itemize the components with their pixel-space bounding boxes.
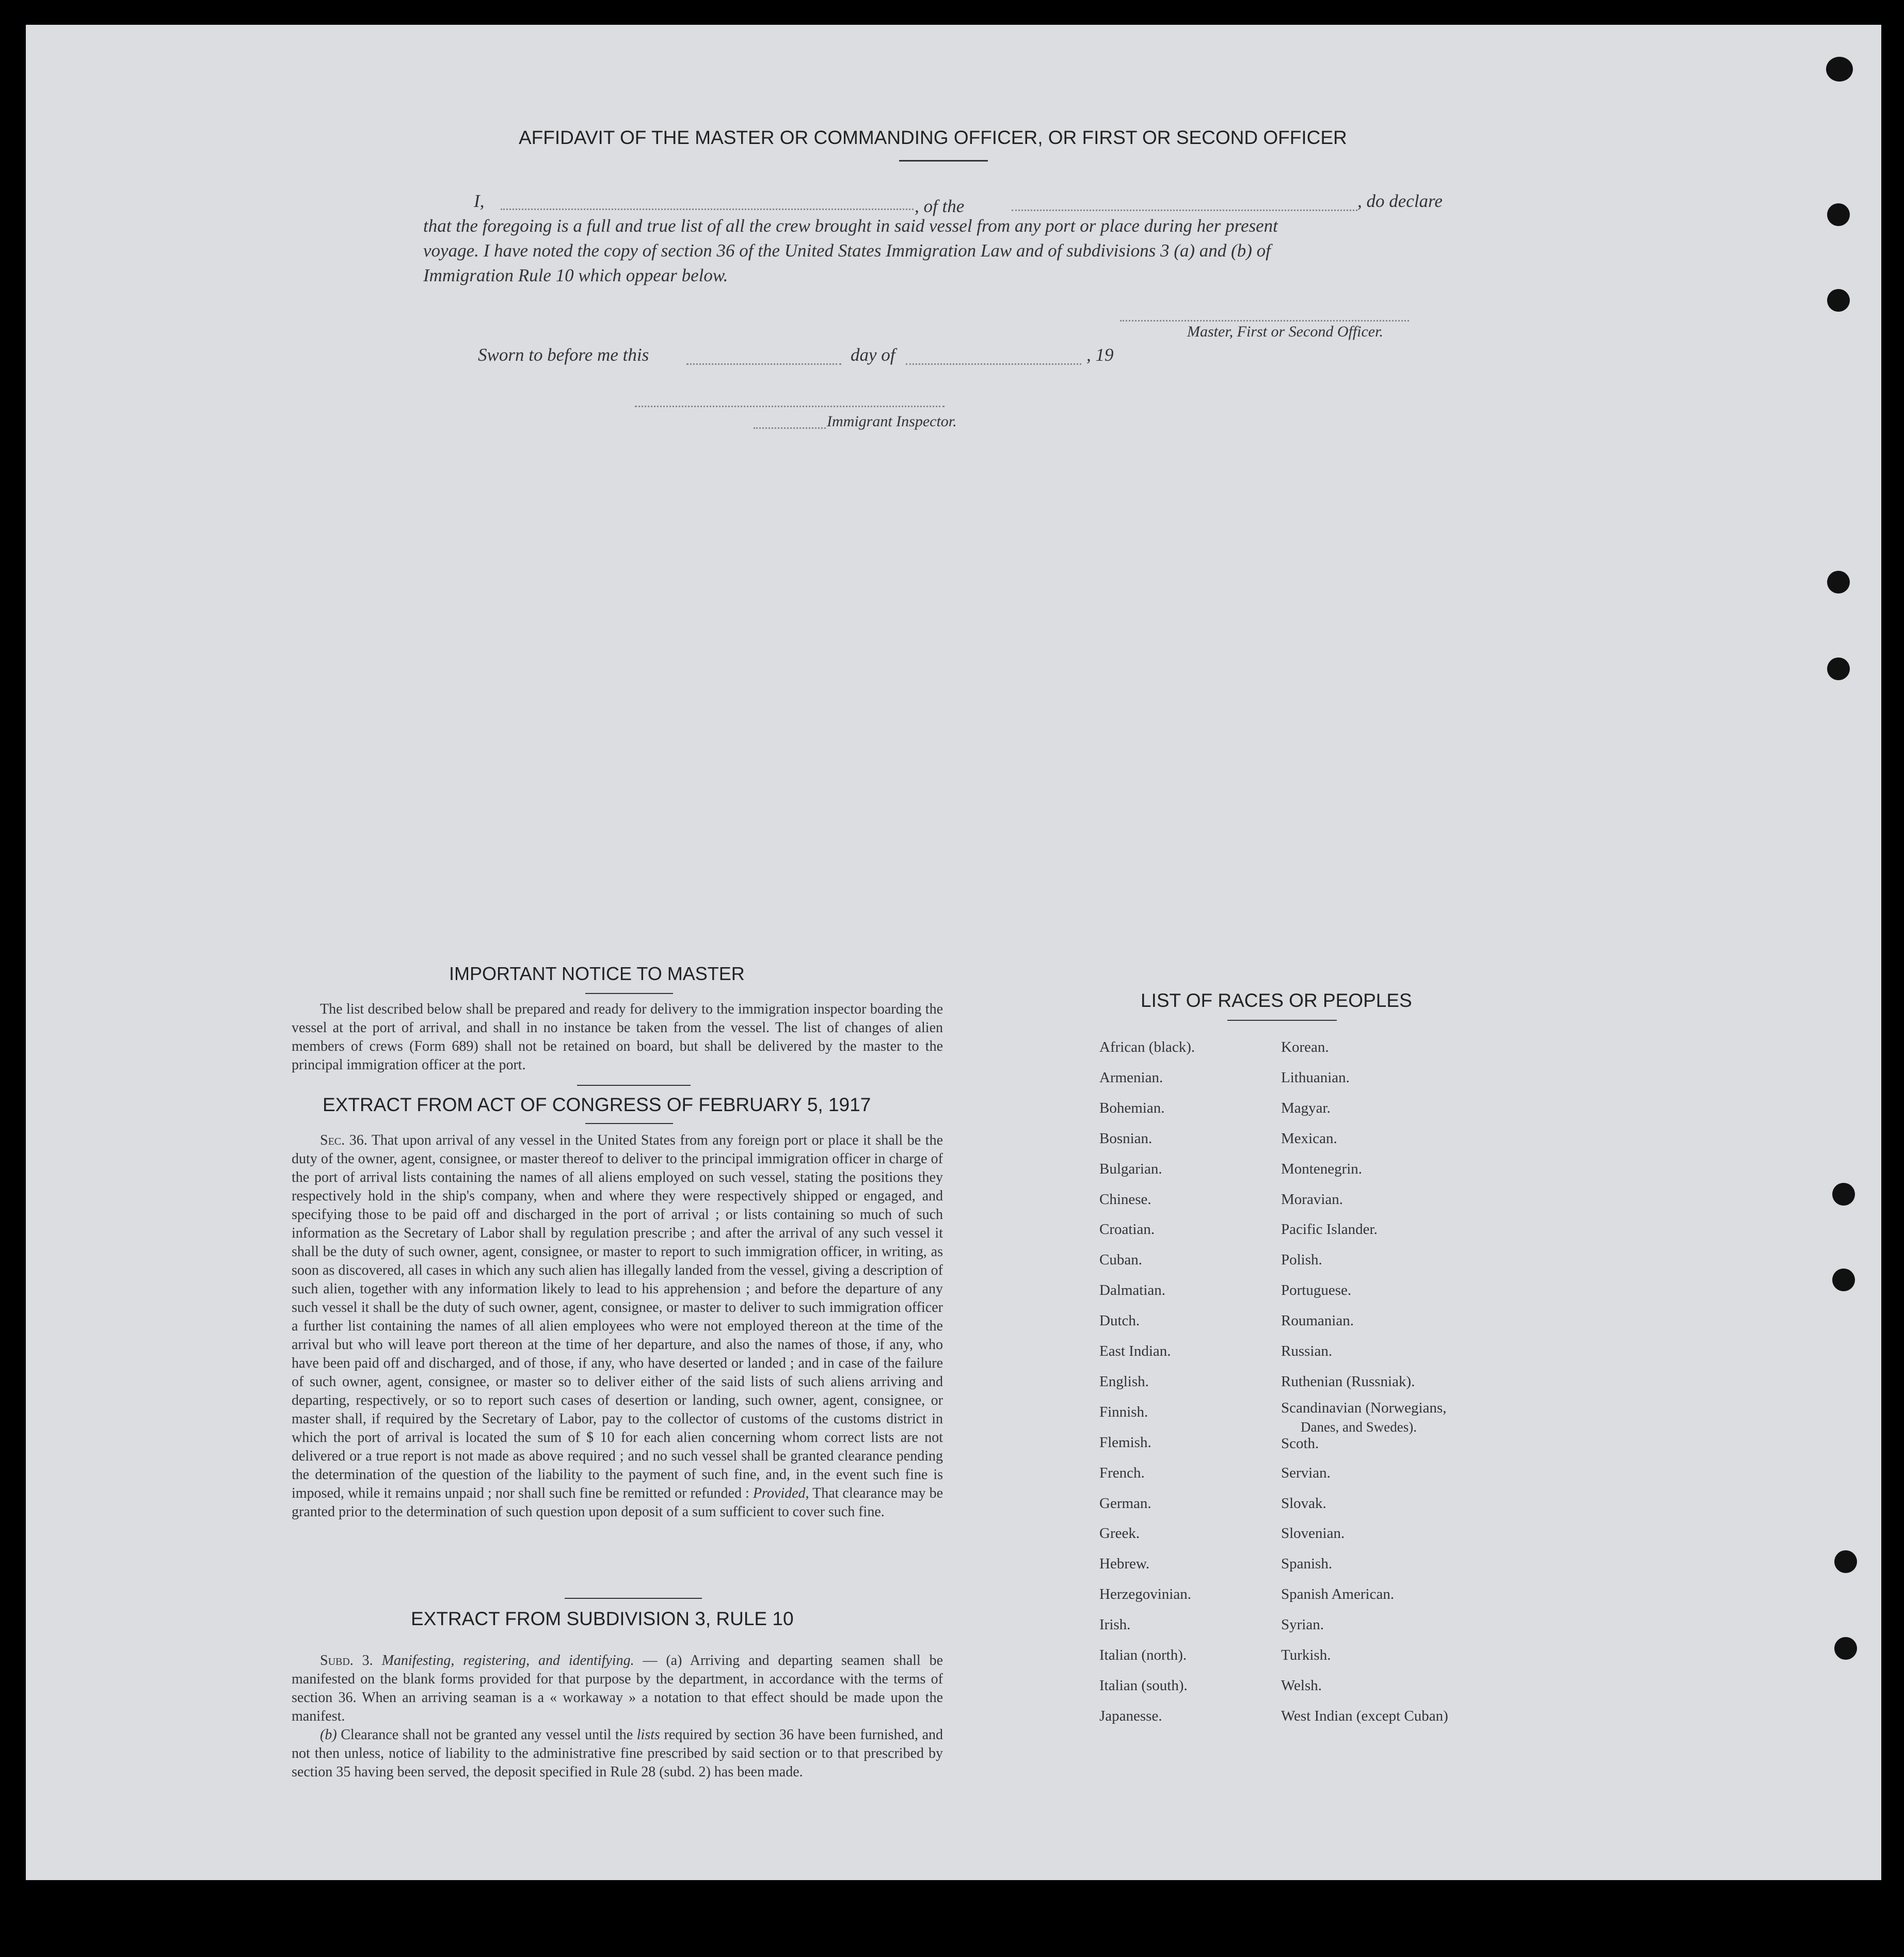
master-signature-label: Master, First or Second Officer. xyxy=(1187,323,1383,340)
rule10-text xyxy=(292,1651,943,1782)
name-blank[interactable] xyxy=(501,208,914,210)
race-item: Greek. xyxy=(1099,1525,1140,1542)
race-item: Dutch. xyxy=(1099,1312,1140,1329)
race-item: Polish. xyxy=(1281,1252,1322,1269)
race-item-continuation: Danes, and Swedes). xyxy=(1301,1419,1417,1435)
punch-hole xyxy=(1826,57,1853,82)
vessel-blank[interactable] xyxy=(1012,210,1357,211)
section-body-end: That clearance may be granted prior to the determination of such question upon deposit of a sum sufficient to cover such fine. xyxy=(292,1485,943,1520)
notice-rule xyxy=(585,993,673,994)
inspector-label: Immigrant Inspector. xyxy=(827,413,957,430)
race-item: Finnish. xyxy=(1099,1403,1148,1420)
race-item: Bosnian. xyxy=(1099,1130,1153,1147)
provided-term: Provided, xyxy=(753,1485,809,1501)
race-item: Herzegovinian. xyxy=(1099,1586,1191,1603)
section-rule xyxy=(577,1085,691,1086)
master-signature-blank[interactable] xyxy=(1120,320,1409,322)
subd-a-label: — (a) xyxy=(643,1653,682,1669)
subd-b-label: (b) xyxy=(320,1727,337,1743)
section-36-paragraph xyxy=(292,1131,943,1521)
race-item: Bulgarian. xyxy=(1099,1160,1162,1177)
race-item: Croatian. xyxy=(1099,1221,1155,1238)
day-of-text: day of xyxy=(851,345,895,365)
race-item: German. xyxy=(1099,1495,1151,1512)
title-rule xyxy=(899,160,988,162)
act-title: EXTRACT FROM ACT OF CONGRESS OF FEBRUARY 5, 1917 xyxy=(323,1094,871,1115)
punch-hole xyxy=(1827,571,1850,593)
inspector-signature-blank[interactable] xyxy=(635,406,945,407)
subd-b-text-end: required by section 36 have been furnished, and not then unless, notice of liability to the administrative fine prescribed by said section or to that prescribed by section 35 having been served, the deposit specified in Rule 28 (subd. 2) has been made. xyxy=(292,1727,943,1780)
race-item: Korean. xyxy=(1281,1039,1329,1055)
sworn-month-blank[interactable] xyxy=(906,363,1081,365)
punch-hole xyxy=(1827,289,1850,312)
affidavit-line-4: Immigration Rule 10 which oppear below. xyxy=(423,265,728,285)
punch-hole xyxy=(1832,1183,1855,1206)
section-rule xyxy=(565,1598,702,1599)
punch-hole xyxy=(1827,657,1850,680)
race-item: Spanish. xyxy=(1281,1555,1333,1573)
inspector-signature-lead xyxy=(754,427,826,429)
punch-hole xyxy=(1834,1550,1857,1573)
punch-hole xyxy=(1834,1637,1857,1660)
race-item: West Indian (except Cuban) xyxy=(1281,1707,1448,1724)
punch-hole xyxy=(1832,1269,1855,1291)
race-item: Pacific Islander. xyxy=(1281,1221,1378,1238)
race-item: Turkish. xyxy=(1281,1647,1331,1663)
subd-label: Subd. 3. xyxy=(320,1653,373,1669)
race-item: Irish. xyxy=(1099,1616,1131,1633)
affidavit-of-the: , of the xyxy=(915,196,965,216)
race-item: Dalmatian. xyxy=(1099,1282,1166,1299)
lists-term: lists xyxy=(636,1727,660,1743)
race-item: Welsh. xyxy=(1281,1677,1322,1694)
race-item: Mexican. xyxy=(1281,1130,1337,1147)
act-text xyxy=(292,1131,943,1521)
affidavit-i: I, xyxy=(474,191,485,211)
sworn-text: Sworn to before me this xyxy=(478,345,649,365)
race-item: Servian. xyxy=(1281,1464,1331,1481)
race-item: Flemish. xyxy=(1099,1434,1151,1451)
race-item: Russian. xyxy=(1281,1343,1333,1359)
races-rule xyxy=(1227,1020,1337,1021)
race-item: Roumanian. xyxy=(1281,1312,1354,1329)
race-item: Chinese. xyxy=(1099,1191,1151,1208)
notice-text xyxy=(292,1000,943,1074)
race-item: Ruthenian (Russniak). xyxy=(1281,1373,1415,1390)
race-item: Magyar. xyxy=(1281,1099,1331,1116)
affidavit-line-2: that the foregoing is a full and true list of all the crew brought in said vessel from any port or place during her present xyxy=(423,216,1278,236)
year-text: , 19 xyxy=(1086,345,1114,365)
affidavit-do-declare: , do declare xyxy=(1357,191,1443,211)
affidavit-title: AFFIDAVIT OF THE MASTER OR COMMANDING OFFICER, OR FIRST OR SECOND OFFICER xyxy=(519,127,1347,148)
race-item: French. xyxy=(1099,1464,1145,1481)
race-item: East Indian. xyxy=(1099,1343,1171,1359)
race-item: Armenian. xyxy=(1099,1069,1163,1086)
act-rule xyxy=(585,1123,673,1124)
subd-title: Manifesting, registering, and identifying. xyxy=(381,1653,634,1669)
subdivision-b-paragraph xyxy=(292,1726,943,1782)
race-item: Spanish American. xyxy=(1281,1586,1395,1603)
notice-title: IMPORTANT NOTICE TO MASTER xyxy=(449,963,745,984)
race-item: Bohemian. xyxy=(1099,1099,1165,1116)
subd-b-text-start: Clearance shall not be granted any vessel until the xyxy=(341,1727,633,1743)
race-item: Italian (south). xyxy=(1099,1677,1188,1694)
race-item: Moravian. xyxy=(1281,1191,1343,1208)
races-title: LIST OF RACES OR PEOPLES xyxy=(1141,990,1412,1011)
race-item: Scandinavian (Norwegians, xyxy=(1281,1399,1447,1416)
race-item: Italian (north). xyxy=(1099,1647,1187,1663)
race-item: Slovenian. xyxy=(1281,1525,1345,1542)
punch-hole xyxy=(1827,203,1850,226)
affidavit-line-3: voyage. I have noted the copy of section 36 of the United States Immigration Law and of subdivisions 3 (a) and (b) of xyxy=(423,240,1271,261)
subdivision-a-paragraph xyxy=(292,1651,943,1726)
form-sheet xyxy=(26,25,1881,1880)
race-item: Lithuanian. xyxy=(1281,1069,1350,1086)
race-item: Portuguese. xyxy=(1281,1282,1352,1299)
race-item: Slovak. xyxy=(1281,1495,1326,1512)
race-item: Montenegrin. xyxy=(1281,1160,1363,1177)
race-item: African (black). xyxy=(1099,1039,1195,1055)
section-label: Sec. 36. xyxy=(320,1132,367,1148)
race-item: English. xyxy=(1099,1373,1149,1390)
rule10-title: EXTRACT FROM SUBDIVISION 3, RULE 10 xyxy=(411,1608,794,1629)
race-item: Japanesse. xyxy=(1099,1707,1162,1724)
sworn-day-blank[interactable] xyxy=(686,363,841,365)
subd-a-text: Arriving and departing seamen shall be manifested on the blank forms provided for that purpose by the department, in accordance with the terms of section 36. When an arriving seaman is a « workaway » a notation to that effect should be made upon the manifest. xyxy=(292,1653,943,1724)
race-item: Scoth. xyxy=(1281,1435,1319,1452)
race-item: Syrian. xyxy=(1281,1616,1324,1633)
notice-paragraph: The list described below shall be prepared and ready for delivery to the immigration inspector boarding the vessel at the port of arrival, and shall in no instance be taken from the vessel. The list of changes of alien members of crews (Form 689) shall not be retained on board, but shall be delivered by the master to the principal immigration officer at the port. xyxy=(292,1001,943,1073)
race-item: Cuban. xyxy=(1099,1252,1142,1269)
section-body: That upon arrival of any vessel in the United States from any foreign port or place it shall be the duty of the owner, agent, consignee, or master thereof to deliver to the principal immigration officer in charge of the port of arrival lists containing the names of all aliens employed on such vessel, stating the positions they respectively hold in the ship's company, when and where they were respectively shipped or engaged, and specifying those to be paid off and discharged in the port of arrival ; or lists containing so much of such information as the Secretary of Labor shall by regulation prescribe ; and after the arrival of any such vessel it shall be the duty of such owner, agent, consignee, or master to report to such immigration officer, in writing, as soon as discovered, all cases in which any such alien has illegally landed from the vessel, giving a description of such alien, together with any information likely to lead to his apprehension ; and before the departure of any such vessel it shall be the duty of such owner, agent, consignee, or master to deliver to such immigration officer a further list containing the names of all alien employees who were not employed thereon at the time of the arrival but who will leave port thereon at the time of her departure, and also the names of those, if any, who have been paid off and discharged, and of those, if any, who have deserted or landed ; and in case of the failure of such owner, agent, consignee, or master so to deliver either of the said lists of such aliens arriving and departing, respectively, or so to report such cases of desertion or landing, such owner, agent, consignee, or master shall, if required by the Secretary of Labor, pay to the collector of customs of the customs district in which the port of arrival is located the sum of $ 10 for each alien concerning whom correct lists are not delivered or a true report is not made as above required ; and no such vessel shall be granted clearance pending the determination of the question of the liability to the payment of such fine, and, in the event such fine is imposed, while it remains unpaid ; nor shall such fine be remitted or refunded : xyxy=(292,1132,943,1501)
race-item: Hebrew. xyxy=(1099,1555,1150,1573)
